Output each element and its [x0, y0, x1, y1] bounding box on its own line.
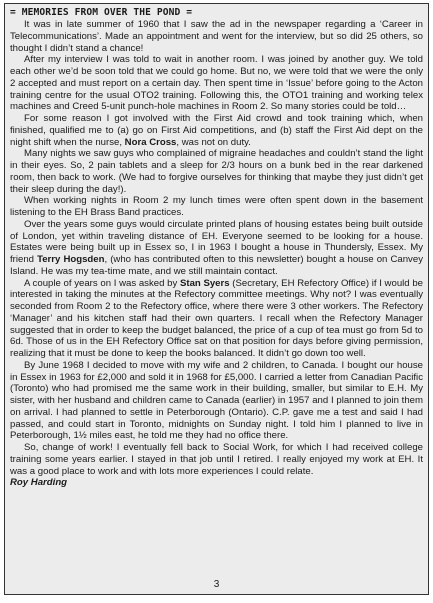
paragraph-text: By June 1968 I decided to move with my wife and 2 children, to Canada. I bought our house in Essex in 1963 for £2,000 and sold it in 1968 for £5,000. I carried a letter from Canadian Pacific (Toronto) who had promised me the same work in their building, smaller, but similar to E.H. My sister, with her husband and children came to Canada (earlier) in 1957 and I planned to join them on arrival. I had planned to settle in Peterborough (Ontario). C.P. gave me a test and said I had passed, and could start in Toronto, midnights on Sunday night. I told him I planned to live in Peterborough, 1½ miles east, he told me they had no office there. [10, 359, 423, 442]
page-number: 3 [213, 579, 220, 590]
article-paragraph [10, 278, 423, 360]
newsletter-page [4, 3, 429, 595]
article [5, 4, 428, 489]
paragraph-text: So, change of work! I eventually fell back to Social Work, for which I had received college training some years earlier. I stayed in that job until I retired. I really enjoyed my work at EH. It was a good place to work and with lots more experiences I could relate. [10, 442, 423, 477]
person-name: Terry Hogsden [37, 254, 105, 265]
person-name: Stan Syers [179, 277, 230, 289]
article-paragraph [10, 195, 423, 219]
article-heading: = MEMORIES FROM OVER THE POND = [10, 7, 193, 18]
paragraph-text: For some reason I got involved with the First Aid crowd and took training which, when finished, qualified me to (a) go on First Aid competitions, and (b) staff the First Aid dept on the night shift when the nurse, [10, 113, 423, 148]
article-paragraph [10, 360, 423, 442]
paragraph-text: It was in late summer of 1960 that I saw the ad in the newspaper regarding a ‘Career in Telecommunications’. Made an appointment and went for the interview, but so did 25 others, so thought I didn’t stand a chance! [10, 19, 423, 54]
article-paragraph [10, 442, 423, 477]
person-name: Nora Cross [124, 136, 177, 148]
author-signoff: Roy Harding [10, 477, 68, 489]
paragraph-text: , (who has contributed often to this newsletter) bought a house on Canvey Island. He was my tea-time mate, and we still maintain contact. [10, 254, 423, 277]
paragraph-text: After my interview I was told to wait in another room. I was joined by another guy. We told each other we’d be soon told that we could go home. But no, we were told that we were the only 2 accepted and must report on a certain day. Then spent time in ‘Issue’ before going to the Acton training centre for the usual OTO2 training. Following this, the OTO1 training and working telex machines and Creed 5-unit punch-hole machines in Room 2. So many stories could be told… [10, 54, 423, 113]
article-paragraph [10, 148, 423, 195]
paragraph-text: Many nights we saw guys who complained of migraine headaches and couldn’t stand the light in their eyes. So, 2 pain tablets and a sleep for 2/3 hours on a bunk bed in the rear darkened room, then back to work. (We had to forgive ourselves for thinking that maybe they just didn’t get their sleep during the day!). [10, 148, 423, 195]
article-paragraph [10, 113, 423, 148]
article-body [10, 19, 423, 477]
article-paragraph [10, 219, 423, 278]
article-paragraph [10, 19, 423, 54]
paragraph-text: Over the years some guys would circulate printed plans of housing estates being built outside of London, yet within traveling distance of EH. Everyone seemed to be looking for a house. Estates were being built up in Essex so, I in 1963 I bought a house in Thundersly, Essex. My friend [10, 218, 423, 265]
paragraph-text: A couple of years on I was asked by [24, 277, 180, 289]
article-paragraph [10, 54, 423, 113]
paragraph-text: (Secretary, EH Refectory Office) if I would be interested in taking the minutes at the Refectory committee meetings. Why not? I was eventually seconded from Room 2 to the Refectory office, where there were 3 other workers. The Refectory ‘Manager’ and his kitchen staff had their own quarters. I recall when the Refectory Manager suggested that in order to keep the budget balanced, the price of a cup of tea must go from 5d to 6d. Those of us in the EH Refectory Office sat on that position for days before giving permission, realizing that it must be done to keep the books balanced. It didn’t go down too well. [10, 277, 423, 359]
paragraph-text: , was not on duty. [176, 136, 251, 148]
paragraph-text: When working nights in Room 2 my lunch times were often spent down in the basement listening to the EH Brass Band practices. [10, 195, 423, 218]
